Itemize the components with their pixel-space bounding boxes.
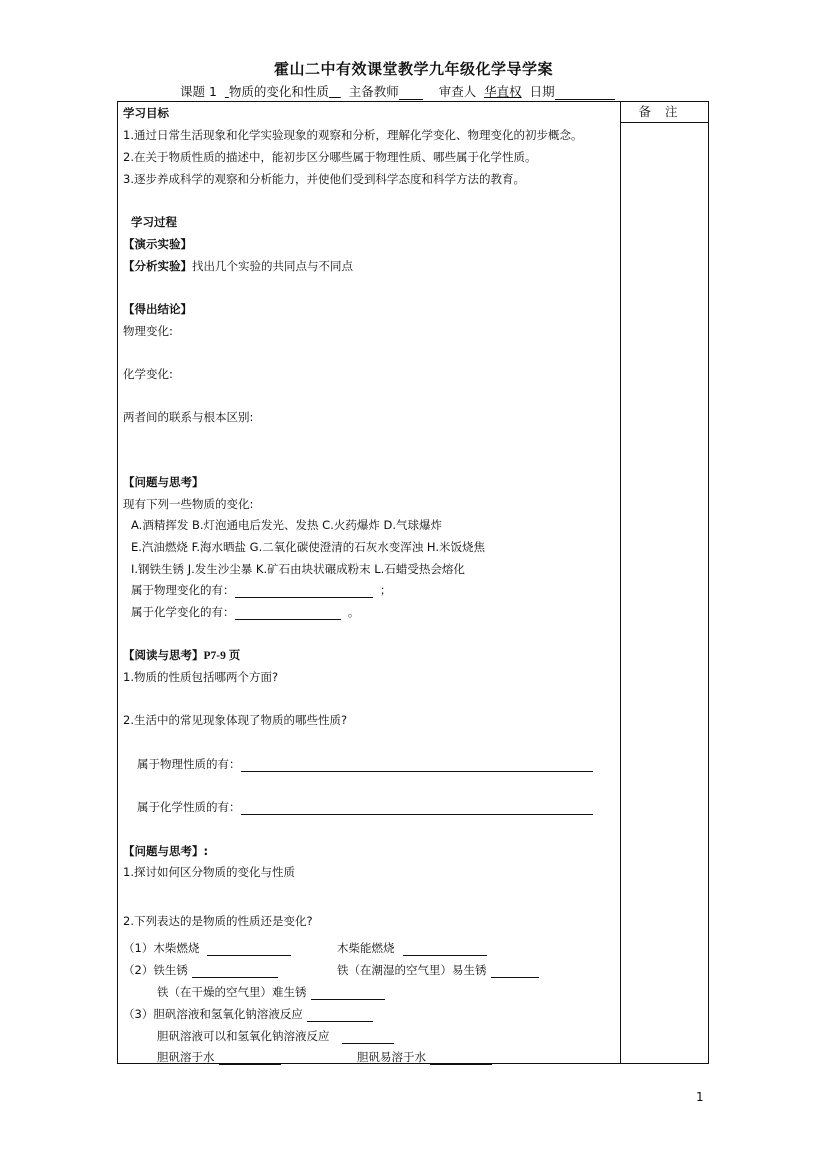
changes-row-2: E.汽油燃烧 F.海水晒盐 G.二氧化碳使澄清的石灰水变浑浊 H.米饭烧焦: [131, 540, 485, 554]
item-2b: 铁（在潮湿的空气里）易生锈: [337, 962, 539, 978]
item-3c: 胆矾溶于水: [157, 1049, 281, 1065]
goal-2: 2.在关于物质性质的描述中，能初步区分哪些属于物理性质、哪些属于化学性质。: [123, 150, 537, 164]
chemical-answer-label: 属于化学变化的有：: [131, 605, 235, 619]
item-2a-blank[interactable]: [192, 965, 278, 978]
item-1a-blank[interactable]: [207, 943, 291, 956]
changes-row-3: I.钢铁生锈 J.发生沙尘暴 K.矿石由块状碾成粉末 L.石蜡受热会熔化: [131, 562, 465, 576]
item-3d-blank[interactable]: [430, 1052, 492, 1065]
goal-3: 3.逐步养成科学的观察和分析能力，并使他们受到科学态度和科学方法的教育。: [123, 172, 525, 186]
props-question-1: 1.物质的性质包括哪两个方面?: [123, 670, 279, 684]
distinguish-question-1: 1.探讨如何区分物质的变化与性质: [123, 865, 295, 879]
distinguish-question-2: 2.下列表达的是物质的性质还是变化?: [123, 914, 313, 928]
phys-prop-blank[interactable]: [241, 759, 593, 772]
item-2c: 铁（在干燥的空气里）难生锈: [157, 984, 385, 1000]
analysis-line: [123, 258, 353, 274]
header-info: [180, 82, 615, 100]
item-1b-blank[interactable]: [403, 943, 487, 956]
physical-answer-end: ；: [379, 583, 392, 597]
course-value: 物质的变化和性质: [228, 84, 329, 99]
phys-prop-label: 属于物理性质的有：: [137, 757, 241, 771]
column-divider: [620, 101, 621, 1064]
date-label: 日期: [529, 84, 555, 99]
teacher-blank: [399, 87, 423, 100]
item-1a: （1）木柴燃烧: [123, 940, 291, 956]
changes-intro: 现有下列一些物质的变化:: [123, 497, 254, 511]
question-heading-1: 【问题与思考】: [123, 475, 204, 489]
item-3a-blank[interactable]: [307, 1009, 373, 1022]
item-3b: 胆矾溶液可以和氢氧化钠溶液反应: [157, 1028, 394, 1044]
phys-prop-row: [137, 756, 593, 772]
read-pages: P7-9 页: [203, 650, 241, 662]
item-3a: （3）胆矾溶液和氢氧化钠溶液反应: [123, 1006, 373, 1022]
physical-answer-row: [131, 582, 391, 598]
conclusion-heading: 【得出结论】: [123, 302, 192, 316]
chemical-answer-row: [131, 604, 359, 620]
question-heading-2: 【问题与思考】:: [123, 844, 209, 858]
analysis-text: 找出几个实验的共同点与不同点: [192, 259, 353, 273]
changes-row-1: A.酒精挥发 B.灯泡通电后发光、发热 C.火药爆炸 D.气球爆炸: [131, 518, 443, 532]
item-3d: 胆矾易溶于水: [357, 1049, 492, 1065]
date-blank: [555, 87, 615, 100]
reviewer-label: 审查人: [438, 84, 477, 99]
analysis-heading: 【分析实验】: [123, 259, 192, 273]
item-2a: （2）铁生锈: [123, 962, 278, 978]
chem-prop-blank[interactable]: [241, 802, 593, 815]
goals-title: 学习目标: [123, 106, 169, 120]
chem-prop-row: [137, 799, 593, 815]
item-2c-blank[interactable]: [311, 987, 385, 1000]
teacher-label: 主备教师: [348, 84, 399, 99]
demo-heading: 【演示实验】: [123, 237, 192, 251]
chemical-answer-end: 。: [347, 605, 360, 619]
relation-label: 两者间的联系与根本区别:: [123, 410, 254, 424]
chemical-change-label: 化学变化:: [123, 367, 173, 381]
read-think-line: [123, 647, 240, 663]
read-think-heading: 【阅读与思考】: [123, 648, 204, 662]
remark-header: 备注: [621, 101, 709, 123]
physical-answer-label: 属于物理变化的有：: [131, 583, 235, 597]
page-title: 霍山二中有效课堂教学九年级化学导学案: [273, 60, 553, 78]
physical-change-label: 物理变化:: [123, 324, 173, 338]
item-3c-blank[interactable]: [219, 1052, 281, 1065]
chem-prop-label: 属于化学性质的有：: [137, 800, 241, 814]
item-1b: 木柴能燃烧: [337, 940, 487, 956]
page-number: 1: [696, 1090, 704, 1104]
item-3b-blank[interactable]: [342, 1031, 394, 1044]
reviewer-value: 华直权: [484, 84, 522, 99]
item-2b-blank[interactable]: [491, 965, 539, 978]
process-title: 学习过程: [131, 215, 177, 229]
physical-answer-blank[interactable]: [235, 585, 373, 598]
course-label: 课题 1: [180, 84, 217, 99]
goal-1: 1.通过日常生活现象和化学实验现象的观察和分析，理解化学变化、物理变化的初步概念。: [123, 128, 583, 142]
chemical-answer-blank[interactable]: [235, 607, 341, 620]
props-question-2: 2.生活中的常见现象体现了物质的哪些性质?: [123, 713, 348, 727]
